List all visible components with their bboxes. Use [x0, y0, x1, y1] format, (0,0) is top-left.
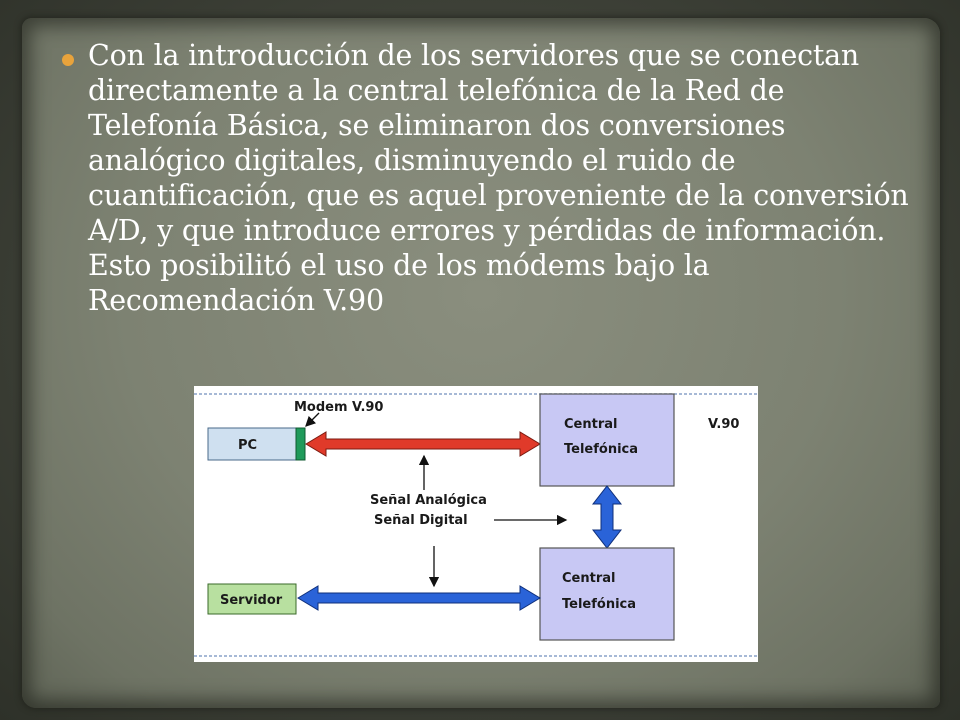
digital-double-arrow: [298, 586, 540, 610]
pc-label: PC: [238, 438, 258, 453]
modem-box: [296, 428, 305, 460]
central-bottom-line2: Telefónica: [562, 597, 637, 612]
bullet-paragraph: Con la introducción de los servidores que se conectan directamente a la central telefónica de la Red de Telefonía Básica, se eliminaron dos conversiones analógico digitales, disminuyendo el ruido de cuantificación, que es aquel proveniente de la conversión A/D, y que introduce errores y pérdidas de información. Esto posibilitó el uso de los módems bajo la Recomendación V.90: [88, 39, 909, 318]
analog-double-arrow: [306, 432, 540, 456]
network-diagram: [194, 386, 758, 662]
central-bottom-line1: Central: [562, 571, 616, 586]
analog-signal-label: Señal Analógica: [370, 493, 487, 508]
central-bottom-box: [540, 548, 674, 640]
central-link-arrow: [593, 486, 621, 548]
diagram-svg: [194, 386, 758, 662]
modem-label: Modem V.90: [294, 400, 384, 415]
central-top-line2: Telefónica: [564, 442, 639, 457]
server-label: Servidor: [220, 593, 283, 608]
digital-signal-label: Señal Digital: [374, 513, 468, 528]
central-top-line1: Central: [564, 417, 618, 432]
bullet-icon: [62, 54, 74, 66]
v90-label: V.90: [708, 417, 740, 432]
central-top-box: [540, 394, 674, 486]
